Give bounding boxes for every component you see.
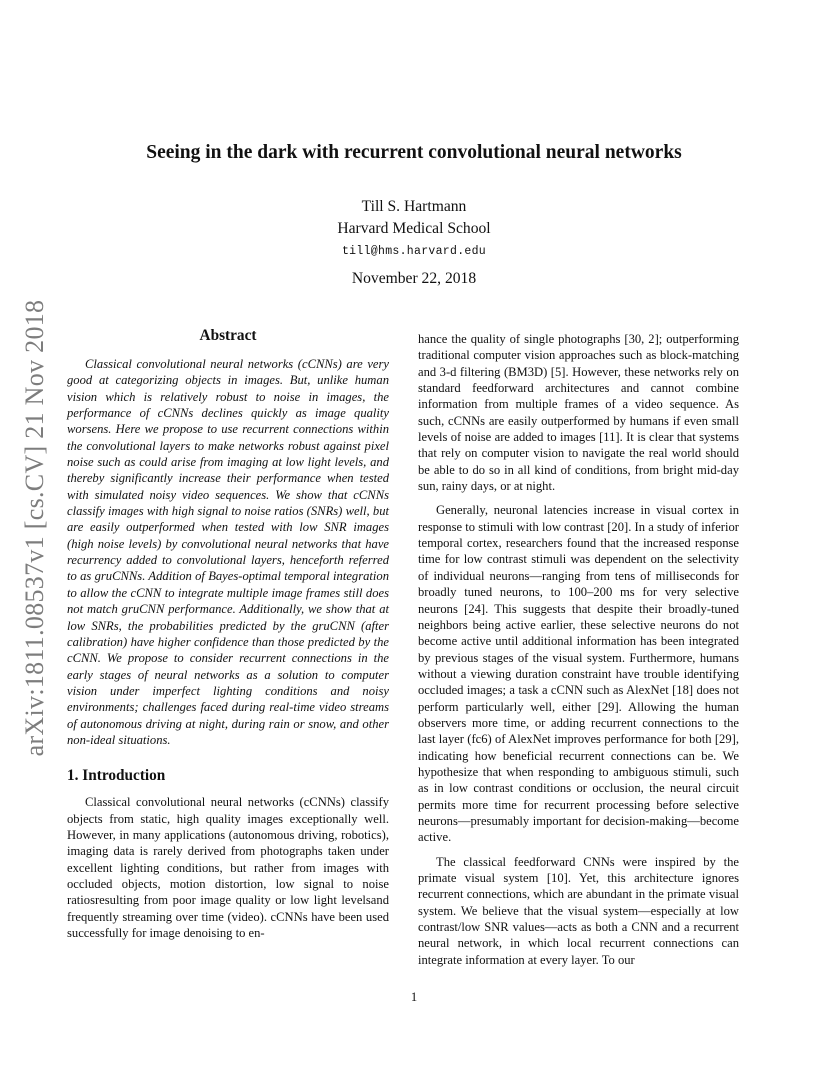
left-column — [67, 326, 389, 941]
page-number: 1 — [410, 990, 418, 1004]
arxiv-identifier: arXiv:1811.08537v1 [cs.CV] 21 Nov 2018 — [20, 299, 49, 757]
author-block — [0, 196, 828, 262]
intro-paragraph: Classical convolutional neural networks (cCNNs) classify objects from static, high quality images exceptionally well. However, in many applications (autonomous driving, robotics), imaging data is rarely derived from photographs taken under excellent lighting conditions, but rather from images with occluded objects, motion distortion, low signal to noise ratiosresulting from poor image quality or low light levelsand frequently streaming over time (video). cCNNs have been used successfully for image denoising to en- — [67, 795, 389, 940]
intro-paragraph: The classical feedforward CNNs were inspired by the primate visual system [10]. Yet, this architecture ignores recurrent connections, which are abundant in the primate visual system. We believe that the visual system—especially at low contrast/low SNR values—acts as both a CNN and a recurrent neural network, in which local recurrent connections can integrate information at every layer. To our — [418, 854, 739, 967]
abstract-heading: Abstract — [199, 327, 257, 344]
author-name: Till S. Hartmann — [361, 198, 467, 215]
right-column — [418, 331, 739, 968]
paper-date: November 22, 2018 — [351, 270, 477, 287]
author-affiliation: Harvard Medical School — [337, 220, 491, 237]
intro-paragraph: Generally, neuronal latencies increase in visual cortex in response to stimuli with low contrast [20]. In a study of inferior temporal cortex, researchers found that the increased response time for low contrast stimuli was dependent on the selectivity of individual neurons—ranging from tens of milliseconds for broadly tuned neurons, to 100–200 ms for very selective neurons [24]. This suggests that despite their broadly-tuned neighbors being active earlier, these selective neurons do not become active until additional information has been integrated by previous stages of the visual system. Furthermore, humans without a viewing duration constraint have trouble identifying occluded images; a task a cCNN such as AlexNet [18] does not perform particularly well, either [29]. Allowing the human observers more time, or adding recurrent connections to the last layer (fc6) of AlexNet improves performance for both [29], indicating how beneficial recurrent connections can be. We hypothesize that when responding to ambiguous stimuli, such as in low contrast conditions or occlusion, the neural circuit permits more time for recurrent processing before selective neurons—presumably important for decision-making—become active. — [418, 503, 739, 845]
arxiv-sidebar — [18, 278, 52, 778]
paper-title: Seeing in the dark with recurrent convolutional neural networks — [146, 142, 682, 163]
introduction-heading: 1. Introduction — [67, 767, 166, 785]
abstract-text: Classical convolutional neural networks (cCNNs) are very good at categorizing objects in images. But, unlike human vision which is relatively robust to noise in images, the performance of cCNNs declines quickly as image quality worsens. Here we propose to use recurrent connections within the convolutional layers to make networks robust against pixel noise such as could arise from imaging at low light levels, and thereby significantly increase their performance when tested with simulated noisy video sequences. We show that cCNNs classify images with high signal to noise ratios (SNRs) well, but are easily outperformed when tested with low SNR images (high noise levels) by convolutional neural networks that have recurrency added to convolutional layers, henceforth referred to as gruCNNs. Addition of Bayes-optimal temporal integration to allow the cCNN to integrate multiple image frames still does not match gruCNN performance. Additionally, we show that at low SNRs, the probabilities predicted by the gruCNN (after calibration) have higher confidence than those predicted by the cCNN. We propose to consider recurrent connections in the early stages of neural networks as a solution to computer vision under imperfect lighting conditions and noisy environments; challenges faced during real-time video streams of autonomous driving at night, during rain or snow, and other non-ideal situations. — [67, 357, 389, 747]
intro-paragraph-continued: hance the quality of single photographs [30, 2]; outperforming traditional computer vision approaches such as block-matching and 3-d filtering (BM3D) [5]. However, these networks rely on standard feedforward architectures and cannot combine information from multiple frames of a video sequence. As such, cCNNs are easily outperformed by humans if even small levels of noise are added to images [11]. It is clear that systems that rely on computer vision to navigate the real world should be able to do so in all kind of conditions, from bright mid-day sun, rainy days, or at night. — [418, 332, 739, 494]
author-email: till@hms.harvard.edu — [341, 245, 487, 258]
